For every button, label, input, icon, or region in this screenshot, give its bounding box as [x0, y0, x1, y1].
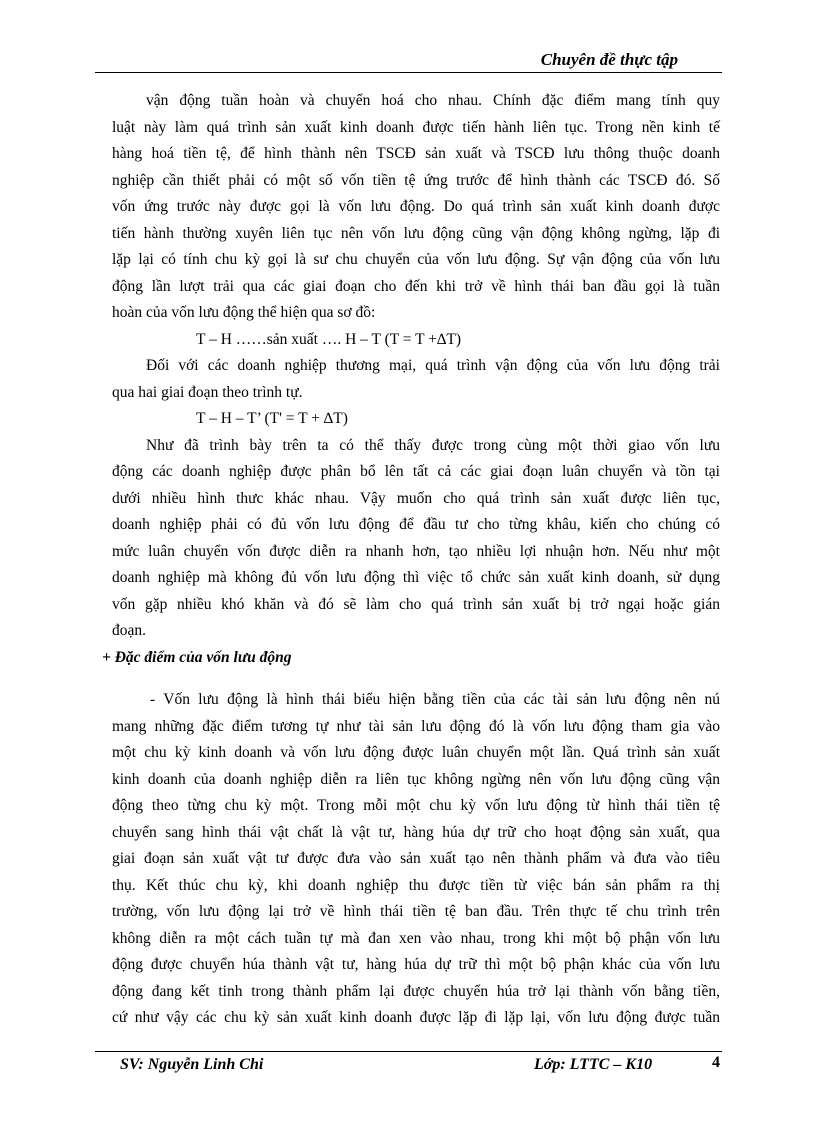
paragraph-line: động các doanh nghiệp được phân bổ lên tất cả các giai đoạn luân chuyển và tồn tại — [112, 463, 720, 480]
page-body — [102, 88, 720, 1032]
paragraph-line: không diễn ra một cách tuần tự mà đan xen vào nhau, trong khi một bộ phận vốn lưu — [112, 929, 720, 947]
paragraph-line: luật này làm quá trình sản xuất kinh doanh được tiến hành liên tục. Trong nền kinh tế — [112, 118, 720, 136]
formula-trade-cycle: T – H – T’ (T' = T + ∆T) — [196, 410, 348, 427]
footer-rule — [95, 1051, 722, 1052]
footer-student-name: SV: Nguyễn Linh Chi — [120, 1056, 264, 1073]
paragraph-line: - Vốn lưu động là hình thái biểu hiện bằng tiền của các tài sản lưu động nên nú — [150, 691, 720, 708]
paragraph-line: giai đoạn sản xuất vật tư được đưa vào sản xuất tạo nên thành phẩm và đưa vào tiêu — [112, 850, 720, 867]
paragraph-line: tiến hành thường xuyên liên tục nên vốn lưu động cũng vận động không ngừng, lặp đi — [112, 224, 720, 242]
paragraph-line: lặp lại có tính chu kỳ gọi là sư chu chuyển của vốn lưu động. Sự vận động của vốn lưu — [112, 251, 720, 268]
header-rule — [95, 72, 722, 73]
paragraph-line: kinh doanh của doanh nghiệp diễn ra liên tục không ngừng nên vốn lưu động cũng vận — [112, 770, 720, 788]
spacer — [112, 671, 720, 687]
paragraph-line: qua hai giai đoạn theo trình tự. — [112, 383, 303, 401]
paragraph-line: Như đã trình bày trên ta có thể thấy được trong cùng một thời giao vốn lưu — [146, 436, 720, 454]
paragraph-line: doanh nghiệp mà không đủ vốn lưu động thì việc tổ chức sản xuất kinh doanh, sử dụng — [112, 569, 720, 586]
paragraph-line: doanh nghiệp phải có đủ vốn lưu động để đầu tư cho từng khâu, kiến cho chúng có — [112, 516, 720, 533]
paragraph-line: cứ như vậy các chu kỳ sản xuất kinh doanh được lặp đi lặp lại, vốn lưu động được tuần — [112, 1009, 720, 1026]
paragraph-line: động theo từng chu kỳ một. Trong mỗi một chu kỳ vốn lưu động từ hình thái tiền tệ — [112, 797, 720, 814]
paragraph-line: đoạn. — [112, 622, 147, 639]
paragraph-line: thụ. Kết thúc chu kỳ, khi doanh nghiệp thu được tiền từ việc bán sản phẩm ra thị — [112, 876, 720, 894]
paragraph-line: Đối với các doanh nghiệp thương mại, quá trình vận động của vốn lưu động trải — [146, 357, 720, 374]
paragraph-line: trường, vốn lưu động lại trở về hình thái tiền tệ ban đầu. Trên thực tế chu trình trên — [112, 903, 720, 920]
paragraph-line: chuyển sang hình thái vật chất là vật tư, hàng húa dự trữ cho hoạt động sản xuất, qua — [112, 823, 720, 841]
paragraph-line: động đang kết tinh trong thành phẩm lại được chuyển húa trở lại thành vốn bằng tiền, — [112, 982, 720, 1000]
page-header-title: Chuyên đề thực tập — [540, 50, 678, 69]
paragraph-line: một chu kỳ kinh doanh và vốn lưu động được luân chuyển một lần. Quá trình sản xuất — [112, 744, 720, 761]
paragraph-line: vốn ứng trước này được gọi là vốn lưu động. Do quá trình sản xuất kinh doanh được — [112, 198, 720, 215]
page-number: 4 — [712, 1054, 720, 1071]
paragraph-line: nghiệp cần thiết phải có một số vốn tiền tệ ứng trước để hình thành các TSCĐ đó. Số — [112, 171, 720, 189]
section-heading: + Đặc điểm của vốn lưu động — [102, 648, 292, 666]
footer-class: Lớp: LTTC – K10 — [534, 1056, 653, 1073]
paragraph-line: vận động tuần hoàn và chuyển hoá cho nhau. Chính đặc điểm mang tính quy — [146, 92, 720, 109]
paragraph-line: hàng hoá tiền tệ, để hình thành nên TSCĐ sản xuất và TSCĐ lưu thông thuộc doanh — [112, 145, 720, 162]
paragraph-line: mức luân chuyển vốn được diễn ra nhanh hơn, tạo nhiều lợi nhuận hơn. Nếu như một — [112, 542, 720, 560]
paragraph-line: động được chuyển húa thành vật tư, hàng húa dự trữ thì một bộ phận khác của vốn lưu — [112, 956, 720, 973]
formula-cycle: T – H ……sản xuất …. H – T (T = T +∆T) — [196, 330, 462, 348]
paragraph-line: động lần lượt trải qua các giai đoạn cho đến khi trở về hình thái ban đầu gọi là tuần — [112, 277, 720, 295]
paragraph-line: mang những đặc điểm tương tự như tài sản lưu động đó là vốn lưu động tham gia vào — [112, 717, 720, 735]
paragraph-line: dưới nhiều hình thưc khác nhau. Vậy muốn cho quá trình sản xuất được liên tục, — [112, 489, 720, 507]
paragraph-line: hoàn của vốn lưu động thể hiện qua sơ đồ: — [112, 304, 376, 321]
paragraph-line: vốn gặp nhiều khó khăn và đó sẽ làm cho quá trình sản xuất bị trở ngại hoặc gián — [112, 595, 720, 613]
